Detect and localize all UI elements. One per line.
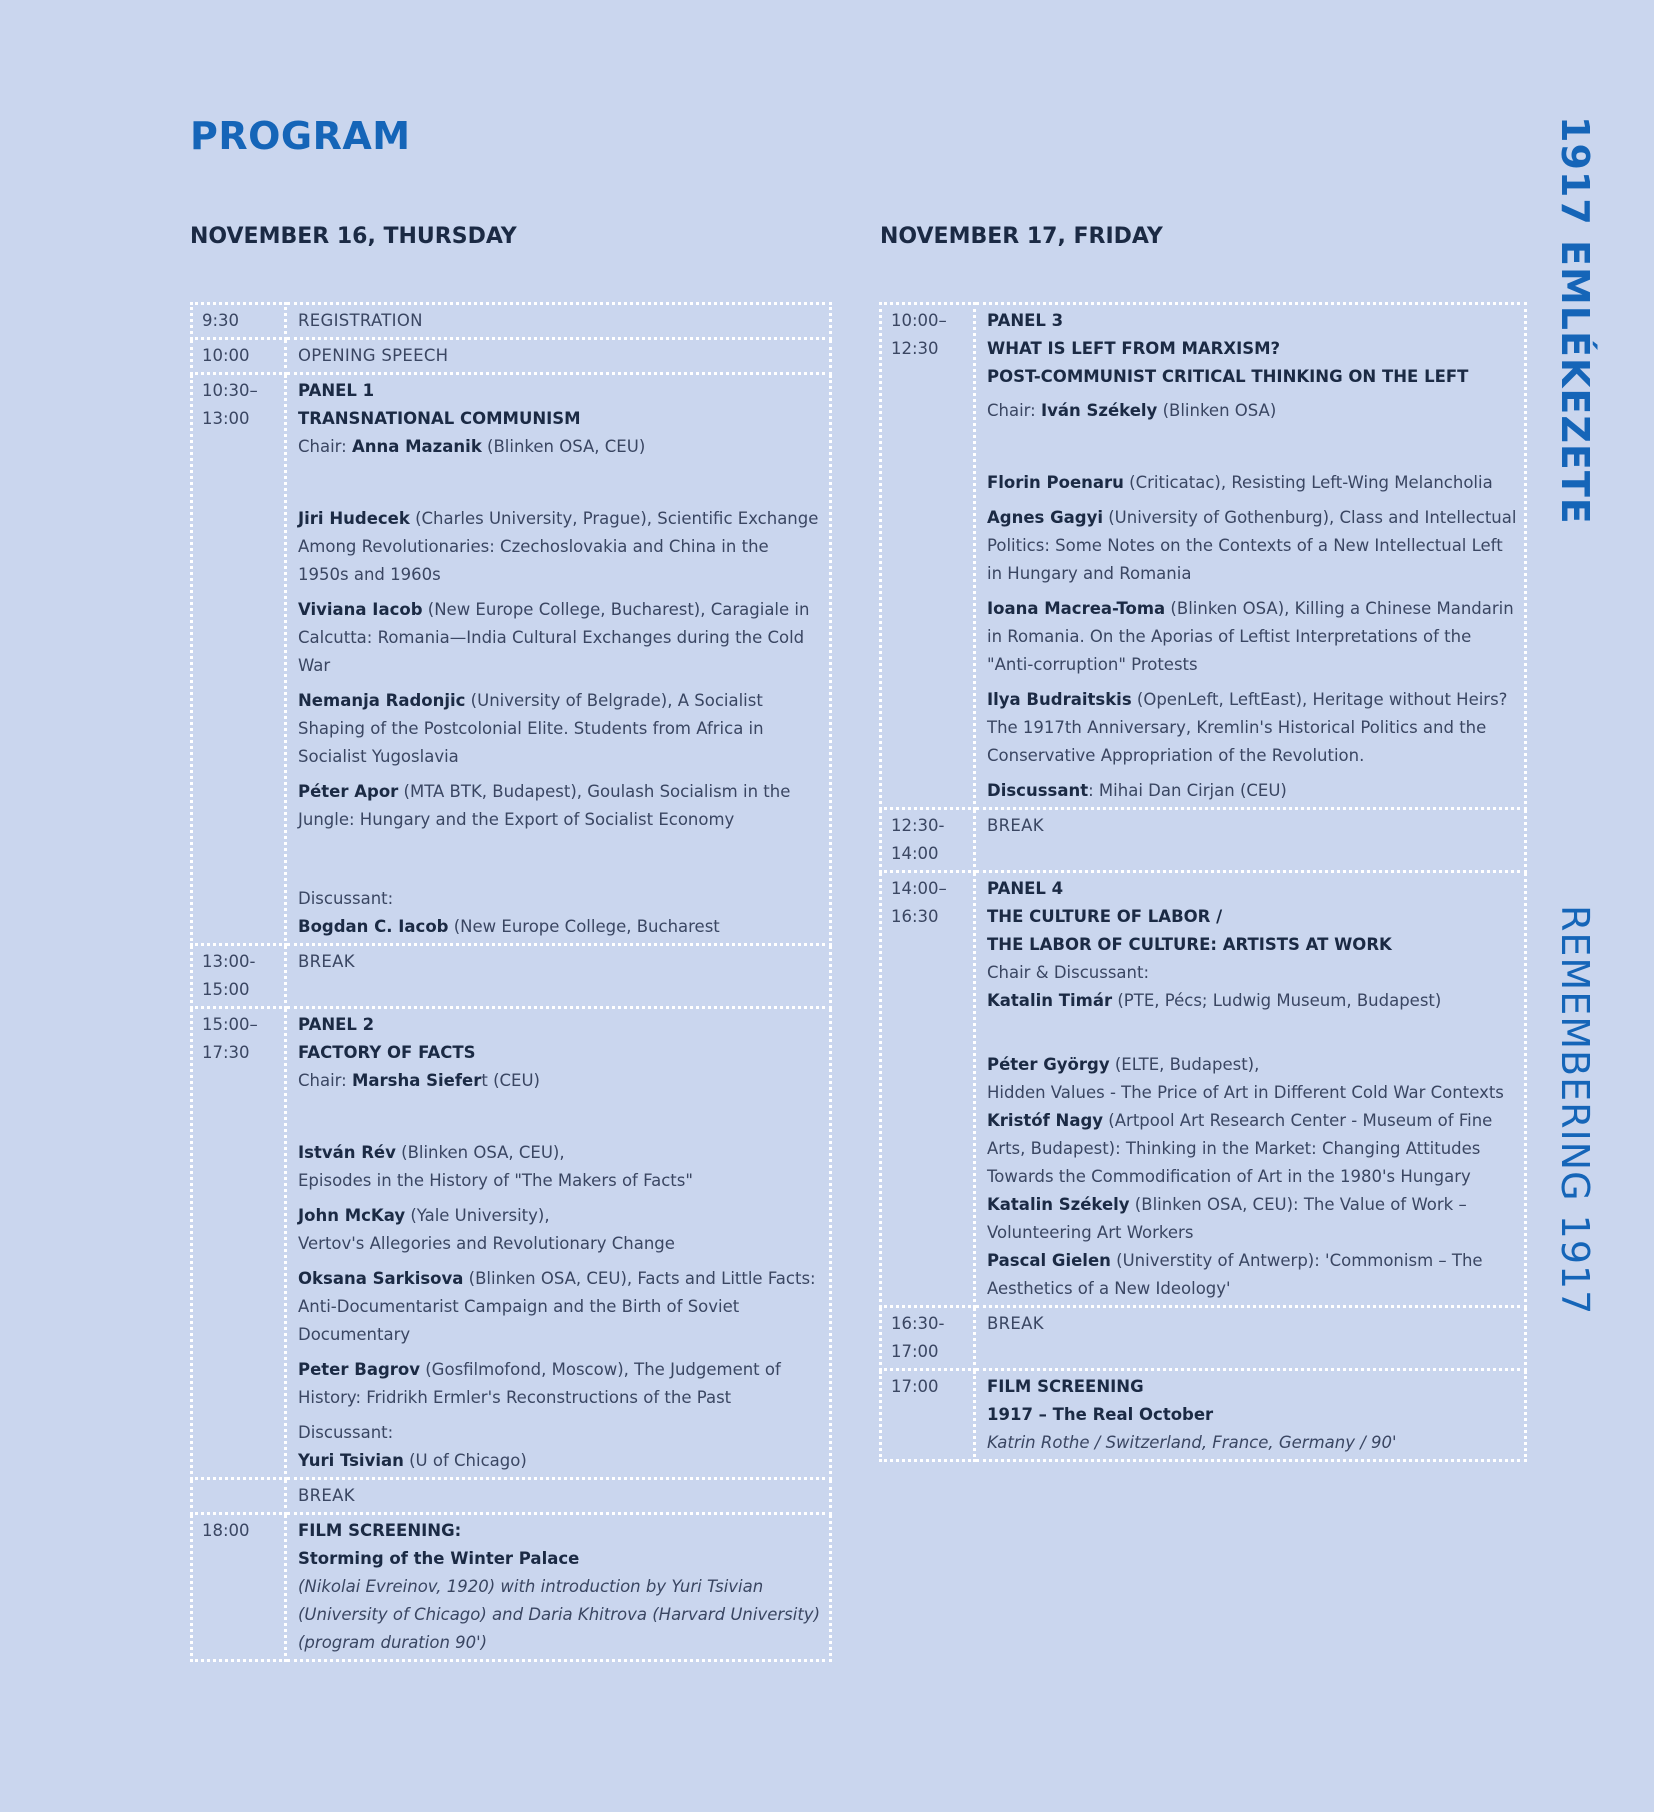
table-row (192, 374, 831, 945)
chair-label: Chair & Discussant: (987, 963, 1150, 982)
time-cell: 12:30- 14:00 (881, 809, 975, 872)
table-row (881, 809, 1526, 872)
event-label: BREAK (987, 1314, 1044, 1333)
speaker-name: Oksana Sarkisova (298, 1269, 464, 1288)
list-item (298, 1265, 823, 1349)
time-cell: 16:30- 17:00 (881, 1307, 975, 1370)
time-cell: 17:00 (881, 1370, 975, 1461)
speaker-name: Peter Bagrov (298, 1360, 420, 1379)
time-cell: 9:30 (192, 304, 286, 339)
discussant-label: Discussant: (298, 1423, 394, 1442)
event-label: OPENING SPEECH (298, 346, 449, 365)
speaker-name: Ioana Macrea-Toma (987, 599, 1166, 618)
event-label: REGISTRATION (298, 311, 423, 330)
discussant-name: Bogdan C. Iacob (298, 917, 449, 936)
talk-text: (Yale University), Vertov's Allegories and Revolutionary Change (298, 1206, 675, 1253)
day1-heading: NOVEMBER 16, THURSDAY (190, 224, 517, 249)
chair-name: Katalin Timár (987, 991, 1113, 1010)
panel-chair (298, 433, 823, 461)
side-title-english: REMEMBERING 1917 (1553, 905, 1597, 1316)
time-cell: 14:00– 16:30 (881, 872, 975, 1307)
panel-chair (298, 1067, 823, 1095)
talk-text: (New Europe College, Bucharest), Caragiale in Calcutta: Romania—India Cultural Exchanges during the Cold War (298, 600, 810, 675)
discussant (987, 777, 1518, 805)
table-row (192, 1514, 831, 1661)
panel-number: PANEL 4 (987, 879, 1064, 898)
chair-prefix: Chair: (298, 1071, 352, 1090)
day2-heading: NOVEMBER 17, FRIDAY (880, 224, 1163, 249)
time-cell (192, 1479, 286, 1514)
speaker-name: Agnes Gagyi (987, 508, 1103, 527)
table-row (192, 1479, 831, 1514)
table-row (192, 339, 831, 374)
panel-number: PANEL 1 (298, 381, 375, 400)
list-item (298, 1356, 823, 1412)
talk-text: (Blinken OSA, CEU): The Value of Work – Volunteering Art Workers (987, 1195, 1467, 1242)
discussant-affiliation: (U of Chicago) (403, 1451, 527, 1470)
discussant-affiliation: : Mihai Dan Cirjan (CEU) (1088, 781, 1287, 800)
speaker-name: Florin Poenaru (987, 473, 1124, 492)
event-label: BREAK (298, 1486, 355, 1505)
talk-text: (Blinken OSA), Killing a Chinese Mandarin in Romania. On the Aporias of Leftist Interpretations of the "Anti-corruption" Protests (987, 599, 1514, 674)
panel-chair (987, 397, 1518, 425)
speaker-name: Katalin Székely (987, 1195, 1130, 1214)
event-label: BREAK (298, 952, 355, 971)
day1-schedule-table (190, 302, 832, 1662)
film-note: Katrin Rothe / Switzerland, France, Germany / 90' (987, 1433, 1397, 1452)
time-cell: 18:00 (192, 1514, 286, 1661)
panel-title: THE CULTURE OF LABOR / (987, 907, 1223, 926)
speaker-name: Jiri Hudecek (298, 509, 410, 528)
chair-affiliation: (Blinken OSA) (1157, 401, 1277, 420)
talk-text: (Artpool Art Research Center - Museum of Fine Arts, Budapest): Thinking in the Market: Changing Attitudes Towards the Commodification of Art in the 1980's Hungary (987, 1111, 1493, 1186)
table-row (192, 945, 831, 1008)
table-row (881, 1307, 1526, 1370)
time-cell: 10:00– 12:30 (881, 304, 975, 809)
chair-prefix: Chair: (298, 437, 352, 456)
chair-affiliation: (Blinken OSA, CEU) (481, 437, 646, 456)
list-item (987, 686, 1518, 770)
side-title-hungarian: 1917 EMLÉKEZETE (1553, 116, 1597, 525)
talk-text: (Charles University, Prague), Scientific Exchange Among Revolutionaries: Czechoslovakia and China in the 1950s and 1960s (298, 509, 819, 584)
event-cell (286, 304, 831, 339)
speaker-name: Kristóf Nagy (987, 1111, 1104, 1130)
table-row (881, 304, 1526, 809)
time-cell: 13:00- 15:00 (192, 945, 286, 1008)
speaker-name: István Rév (298, 1143, 396, 1162)
film-screening-label: FILM SCREENING: (298, 1521, 462, 1540)
list-item (987, 1051, 1518, 1107)
panel-chair (987, 987, 1518, 1015)
event-cell (286, 945, 831, 1008)
panel-subtitle: POST-COMMUNIST CRITICAL THINKING ON THE LEFT (987, 367, 1469, 386)
film-title: Storming of the Winter Palace (298, 1549, 580, 1568)
event-label: BREAK (987, 816, 1044, 835)
list-item (987, 595, 1518, 679)
time-cell: 15:00– 17:30 (192, 1008, 286, 1479)
chair-affiliation: (PTE, Pécs; Ludwig Museum, Budapest) (1112, 991, 1442, 1010)
talk-text: (OpenLeft, LeftEast), Heritage without Heirs? The 1917th Anniversary, Kremlin's Historical Politics and the Conservative Appropriation of the Revolution. (987, 690, 1508, 765)
panel-cell (286, 1008, 831, 1479)
talk-text: (Universtity of Antwerp): 'Commonism – The Aesthetics of a New Ideology' (987, 1251, 1483, 1298)
film-cell (975, 1370, 1526, 1461)
speaker-name: Péter György (987, 1055, 1110, 1074)
list-item (298, 778, 823, 834)
discussant-label: Discussant: (298, 889, 394, 908)
chair-prefix: Chair: (987, 401, 1041, 420)
talk-text: (University of Gothenburg), Class and Intellectual Politics: Some Notes on the Contexts of a New Intellectual Left in Hungary and Romania (987, 508, 1517, 583)
event-cell (975, 809, 1526, 872)
day2-schedule-table (879, 302, 1527, 1462)
list-item (298, 596, 823, 680)
talk-text: (University of Belgrade), A Socialist Shaping of the Postcolonial Elite. Students from Africa in Socialist Yugoslavia (298, 691, 764, 766)
list-item (298, 687, 823, 771)
talk-text: (Blinken OSA, CEU), Episodes in the History of "The Makers of Facts" (298, 1143, 693, 1190)
talk-text: (ELTE, Budapest), Hidden Values - The Price of Art in Different Cold War Contexts (987, 1055, 1504, 1102)
panel-cell (975, 872, 1526, 1307)
table-row (192, 304, 831, 339)
table-row (881, 1370, 1526, 1461)
discussant (298, 1447, 823, 1475)
panel-cell (286, 374, 831, 945)
speaker-name: Péter Apor (298, 782, 399, 801)
panel-subtitle: THE LABOR OF CULTURE: ARTISTS AT WORK (987, 935, 1392, 954)
list-item (298, 1202, 823, 1258)
chair-name: Anna Mazanik (351, 437, 482, 456)
talk-text: (MTA BTK, Budapest), Goulash Socialism in the Jungle: Hungary and the Export of Socialist Economy (298, 782, 791, 829)
talk-text: (Criticatac), Resisting Left-Wing Melancholia (1123, 473, 1493, 492)
film-title: 1917 – The Real October (987, 1405, 1214, 1424)
event-cell (975, 1307, 1526, 1370)
talk-text: (Gosfilmofond, Moscow), The Judgement of History: Fridrikh Ermler's Reconstructions of the Past (298, 1360, 781, 1407)
discussant-name: Yuri Tsivian (298, 1451, 404, 1470)
chair-name: Iván Székely (1040, 401, 1158, 420)
list-item (298, 505, 823, 589)
time-cell: 10:30– 13:00 (192, 374, 286, 945)
event-cell (286, 339, 831, 374)
chair-affiliation: t (CEU) (481, 1071, 540, 1090)
discussant (298, 913, 823, 941)
film-screening-label: FILM SCREENING (987, 1377, 1144, 1396)
event-cell (286, 1479, 831, 1514)
discussant-affiliation: (New Europe College, Bucharest (448, 917, 720, 936)
list-item (987, 469, 1518, 497)
list-item (987, 1191, 1518, 1247)
panel-title: WHAT IS LEFT FROM MARXISM? (987, 339, 1281, 358)
speaker-name: Nemanja Radonjic (298, 691, 466, 710)
page-title: PROGRAM (190, 114, 411, 158)
chair-name: Marsha Siefer (351, 1071, 482, 1090)
film-note: (Nikolai Evreinov, 1920) with introduction by Yuri Tsivian (University of Chicago) and Daria Khitrova (Harvard University) (program duration 90') (298, 1577, 821, 1652)
panel-number: PANEL 2 (298, 1015, 375, 1034)
time-cell: 10:00 (192, 339, 286, 374)
table-row (881, 872, 1526, 1307)
speaker-name: Pascal Gielen (987, 1251, 1111, 1270)
speaker-name: Ilya Budraitskis (987, 690, 1132, 709)
panel-title: FACTORY OF FACTS (298, 1043, 476, 1062)
speaker-name: Viviana Iacob (298, 600, 423, 619)
film-cell (286, 1514, 831, 1661)
list-item (987, 1247, 1518, 1303)
speaker-name: John McKay (298, 1206, 406, 1225)
panel-cell (975, 304, 1526, 809)
talk-text: (Blinken OSA, CEU), Facts and Little Facts: Anti-Documentarist Campaign and the Birth of Soviet Documentary (298, 1269, 816, 1344)
discussant-name: Discussant (987, 781, 1089, 800)
panel-title: TRANSNATIONAL COMMUNISM (298, 409, 581, 428)
list-item (298, 1139, 823, 1195)
table-row (192, 1008, 831, 1479)
list-item (987, 504, 1518, 588)
list-item (987, 1107, 1518, 1191)
panel-number: PANEL 3 (987, 311, 1064, 330)
